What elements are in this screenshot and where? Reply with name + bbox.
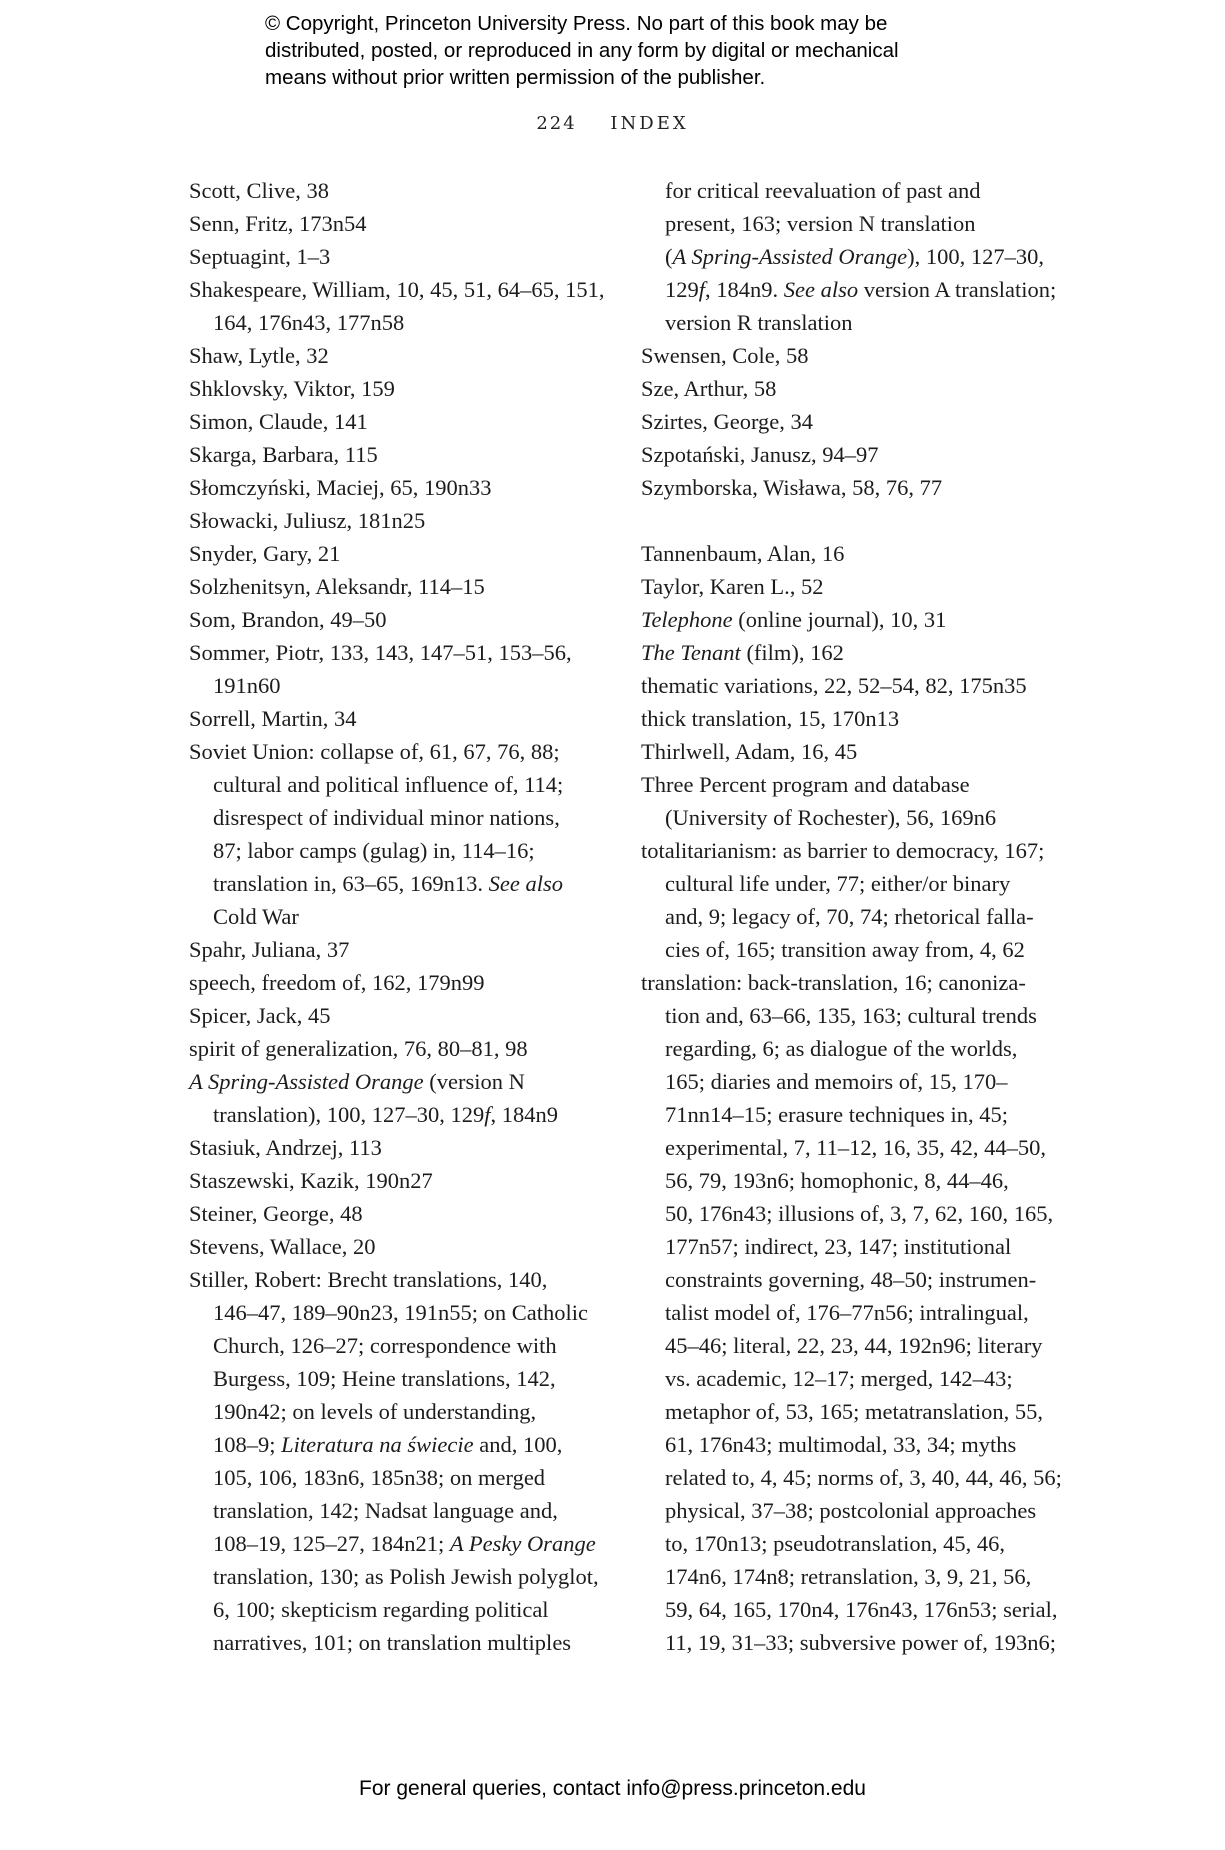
index-entry-line: regarding, 6; as dialogue of the worlds, bbox=[665, 1036, 1018, 1061]
index-entry-line: 45–46; literal, 22, 23, 44, 192n96; literary bbox=[665, 1333, 1043, 1358]
index-entry-line: Snyder, Gary, 21 bbox=[189, 541, 341, 566]
index-entry-line: Telephone (online journal), 10, 31 bbox=[641, 607, 947, 632]
index-entry-line: metaphor of, 53, 165; metatranslation, 55, bbox=[665, 1399, 1044, 1424]
index-entry-line: translation, 130; as Polish Jewish polyglot, bbox=[213, 1564, 599, 1589]
index-entry bbox=[189, 1197, 609, 1230]
index-entry-line: Swensen, Cole, 58 bbox=[641, 343, 809, 368]
index-entry-line: (A Spring-Assisted Orange), 100, 127–30, bbox=[665, 244, 1044, 269]
index-entry-line: 174n6, 174n8; retranslation, 3, 9, 21, 56, bbox=[665, 1564, 1032, 1589]
index-entry bbox=[189, 405, 609, 438]
index-entry bbox=[189, 735, 609, 933]
index-entry-line: 6, 100; skepticism regarding political bbox=[213, 1597, 549, 1622]
index-entry-line: cultural life under, 77; either/or binary bbox=[665, 871, 1011, 896]
index-entry-line: Cold War bbox=[213, 904, 299, 929]
index-entry bbox=[189, 570, 609, 603]
index-entry-line: physical, 37–38; postcolonial approaches bbox=[665, 1498, 1037, 1523]
index-entry bbox=[189, 273, 609, 339]
index-entry bbox=[189, 240, 609, 273]
index-entry bbox=[189, 339, 609, 372]
index-entry bbox=[189, 1032, 609, 1065]
index-entry-line: 61, 176n43; multimodal, 33, 34; myths bbox=[665, 1432, 1017, 1457]
index-entry bbox=[641, 372, 1071, 405]
index-entry-line: 87; labor camps (gulag) in, 114–16; bbox=[213, 838, 535, 863]
index-entry-line: and, 9; legacy of, 70, 74; rhetorical falla- bbox=[665, 904, 1034, 929]
index-entry-line: 165; diaries and memoirs of, 15, 170– bbox=[665, 1069, 1008, 1094]
page-number: 224 bbox=[536, 113, 577, 134]
index-entry bbox=[641, 405, 1071, 438]
index-entry-line: Szymborska, Wisława, 58, 76, 77 bbox=[641, 475, 943, 500]
index-entry bbox=[189, 1230, 609, 1263]
index-entry-line: 11, 19, 31–33; subversive power of, 193n6; bbox=[665, 1630, 1056, 1655]
index-entry-line: 191n60 bbox=[213, 673, 281, 698]
index-entry bbox=[641, 537, 1071, 570]
index-entry-line: 190n42; on levels of understanding, bbox=[213, 1399, 537, 1424]
index-entry bbox=[641, 735, 1071, 768]
index-entry-line: Staszewski, Kazik, 190n27 bbox=[189, 1168, 433, 1193]
index-entry-line: 108–19, 125–27, 184n21; A Pesky Orange bbox=[213, 1531, 596, 1556]
index-entry-line: 164, 176n43, 177n58 bbox=[213, 310, 405, 335]
index-entry-line: translation, 142; Nadsat language and, bbox=[213, 1498, 558, 1523]
index-entry-line: Sorrell, Martin, 34 bbox=[189, 706, 357, 731]
copyright-line: © Copyright, Princeton University Press. No part of this book may be bbox=[265, 12, 888, 35]
copyright-notice bbox=[265, 10, 1025, 91]
index-entry bbox=[189, 1164, 609, 1197]
index-entry-line: totalitarianism: as barrier to democracy, 167; bbox=[641, 838, 1045, 863]
index-entry bbox=[189, 372, 609, 405]
index-entry-line: spirit of generalization, 76, 80–81, 98 bbox=[189, 1036, 528, 1061]
index-entry bbox=[641, 669, 1071, 702]
index-entry-line: Sze, Arthur, 58 bbox=[641, 376, 777, 401]
index-entry-line: Three Percent program and database bbox=[641, 772, 970, 797]
index-entry bbox=[189, 504, 609, 537]
index-entry-line: talist model of, 176–77n56; intralingual, bbox=[665, 1300, 1029, 1325]
index-entry-line: experimental, 7, 11–12, 16, 35, 42, 44–50, bbox=[665, 1135, 1046, 1160]
index-entry-line: Shklovsky, Viktor, 159 bbox=[189, 376, 395, 401]
index-entry bbox=[189, 603, 609, 636]
running-head bbox=[0, 113, 1225, 134]
index-entry-line: The Tenant (film), 162 bbox=[641, 640, 844, 665]
index-entry bbox=[189, 207, 609, 240]
index-entry-line: 105, 106, 183n6, 185n38; on merged bbox=[213, 1465, 546, 1490]
index-entry-line: Steiner, George, 48 bbox=[189, 1201, 363, 1226]
index-entry bbox=[641, 768, 1071, 834]
index-column-left bbox=[189, 174, 609, 1659]
index-entry bbox=[641, 966, 1071, 1659]
index-entry-line: 177n57; indirect, 23, 147; institutional bbox=[665, 1234, 1012, 1259]
index-entry-line: Soviet Union: collapse of, 61, 67, 76, 88; bbox=[189, 739, 560, 764]
index-entry-line: 108–9; Literatura na świecie and, 100, bbox=[213, 1432, 563, 1457]
index-entry bbox=[641, 471, 1071, 504]
index-entry bbox=[189, 1263, 609, 1659]
index-entry-line: Som, Brandon, 49–50 bbox=[189, 607, 387, 632]
index-entry-line: A Spring-Assisted Orange (version N bbox=[189, 1069, 525, 1094]
index-entry-line: Stevens, Wallace, 20 bbox=[189, 1234, 376, 1259]
index-entry-line: 129f, 184n9. See also version A translation; bbox=[665, 277, 1057, 302]
index-entry bbox=[641, 603, 1071, 636]
index-entry bbox=[189, 933, 609, 966]
index-entry-line: 146–47, 189–90n23, 191n55; on Catholic bbox=[213, 1300, 588, 1325]
index-entry-line: Tannenbaum, Alan, 16 bbox=[641, 541, 845, 566]
index-entry-line: cultural and political influence of, 114; bbox=[213, 772, 564, 797]
index-entry-line: Taylor, Karen L., 52 bbox=[641, 574, 824, 599]
index-entry-line: translation: back-translation, 16; canoniza- bbox=[641, 970, 1026, 995]
index-entry-line: Senn, Fritz, 173n54 bbox=[189, 211, 367, 236]
index-entry-line: Solzhenitsyn, Aleksandr, 114–15 bbox=[189, 574, 485, 599]
index-entry-line: Słomczyński, Maciej, 65, 190n33 bbox=[189, 475, 492, 500]
index-entry-line: Church, 126–27; correspondence with bbox=[213, 1333, 557, 1358]
index-entry-line: Spicer, Jack, 45 bbox=[189, 1003, 331, 1028]
index-entry-line: translation in, 63–65, 169n13. See also bbox=[213, 871, 563, 896]
index-entry-line: Simon, Claude, 141 bbox=[189, 409, 368, 434]
index-entry bbox=[189, 1131, 609, 1164]
index-entry-line: Shaw, Lytle, 32 bbox=[189, 343, 329, 368]
index-entry bbox=[641, 834, 1071, 966]
index-entry-line: (University of Rochester), 56, 169n6 bbox=[665, 805, 997, 830]
index-entry-line: Shakespeare, William, 10, 45, 51, 64–65, 151, bbox=[189, 277, 605, 302]
copyright-line: means without prior written permission of the publisher. bbox=[265, 66, 766, 89]
index-entry bbox=[189, 537, 609, 570]
index-entry-line: Słowacki, Juliusz, 181n25 bbox=[189, 508, 426, 533]
footer-contact: For general queries, contact info@press.princeton.edu bbox=[359, 1777, 866, 1800]
index-entry bbox=[641, 438, 1071, 471]
index-entry-line: constraints governing, 48–50; instrumen- bbox=[665, 1267, 1037, 1292]
index-entry-line: to, 170n13; pseudotranslation, 45, 46, bbox=[665, 1531, 1005, 1556]
index-entry bbox=[189, 471, 609, 504]
index-entry-line: 59, 64, 165, 170n4, 176n43, 176n53; serial, bbox=[665, 1597, 1058, 1622]
index-entry-line: Szpotański, Janusz, 94–97 bbox=[641, 442, 879, 467]
index-entry bbox=[641, 702, 1071, 735]
index-entry-line: disrespect of individual minor nations, bbox=[213, 805, 560, 830]
index-entry-line: Stasiuk, Andrzej, 113 bbox=[189, 1135, 382, 1160]
index-entry-line: Scott, Clive, 38 bbox=[189, 178, 329, 203]
index-entry-line: tion and, 63–66, 135, 163; cultural trends bbox=[665, 1003, 1037, 1028]
page-title: INDEX bbox=[610, 113, 689, 134]
index-entry bbox=[641, 339, 1071, 372]
index-entry-line: thick translation, 15, 170n13 bbox=[641, 706, 900, 731]
index-entry-line: 56, 79, 193n6; homophonic, 8, 44–46, bbox=[665, 1168, 1009, 1193]
index-entry bbox=[641, 636, 1071, 669]
index-column-right bbox=[641, 174, 1071, 1659]
index-entry-line: version R translation bbox=[665, 310, 853, 335]
index-entry-line: 71nn14–15; erasure techniques in, 45; bbox=[665, 1102, 1009, 1127]
index-entry bbox=[189, 636, 609, 702]
index-entry bbox=[189, 702, 609, 735]
index-entry bbox=[189, 174, 609, 207]
index-entry-line: Septuagint, 1–3 bbox=[189, 244, 331, 269]
copyright-line: distributed, posted, or reproduced in any form by digital or mechanical bbox=[265, 39, 899, 62]
index-entry bbox=[189, 966, 609, 999]
index-entry-line: narratives, 101; on translation multiples bbox=[213, 1630, 572, 1655]
index-entry-continued bbox=[641, 174, 1071, 339]
index-entry-line: vs. academic, 12–17; merged, 142–43; bbox=[665, 1366, 1013, 1391]
index-entry-line: Skarga, Barbara, 115 bbox=[189, 442, 378, 467]
index-entry-line: thematic variations, 22, 52–54, 82, 175n35 bbox=[641, 673, 1027, 698]
index-entry-line: Szirtes, George, 34 bbox=[641, 409, 814, 434]
index-entry-line: speech, freedom of, 162, 179n99 bbox=[189, 970, 485, 995]
index-entry bbox=[641, 570, 1071, 603]
index-entry-line: Burgess, 109; Heine translations, 142, bbox=[213, 1366, 556, 1391]
index-entry-line: Spahr, Juliana, 37 bbox=[189, 937, 350, 962]
index-entry-line: related to, 4, 45; norms of, 3, 40, 44, 46, 56; bbox=[665, 1465, 1062, 1490]
index-entry-line: translation), 100, 127–30, 129f, 184n9 bbox=[213, 1102, 558, 1127]
index-entry-line: Stiller, Robert: Brecht translations, 140, bbox=[189, 1267, 548, 1292]
index-entry-line: Sommer, Piotr, 133, 143, 147–51, 153–56, bbox=[189, 640, 572, 665]
index-entry-line: for critical reevaluation of past and bbox=[665, 178, 981, 203]
index-entry bbox=[189, 1065, 609, 1131]
index-entry-line: present, 163; version N translation bbox=[665, 211, 976, 236]
index-entry-line: 50, 176n43; illusions of, 3, 7, 62, 160, 165, bbox=[665, 1201, 1054, 1226]
letter-group-gap bbox=[641, 504, 1071, 537]
index-entry bbox=[189, 438, 609, 471]
index-entry bbox=[189, 999, 609, 1032]
index-entry-line: cies of, 165; transition away from, 4, 62 bbox=[665, 937, 1025, 962]
index-entry-line: Thirlwell, Adam, 16, 45 bbox=[641, 739, 858, 764]
